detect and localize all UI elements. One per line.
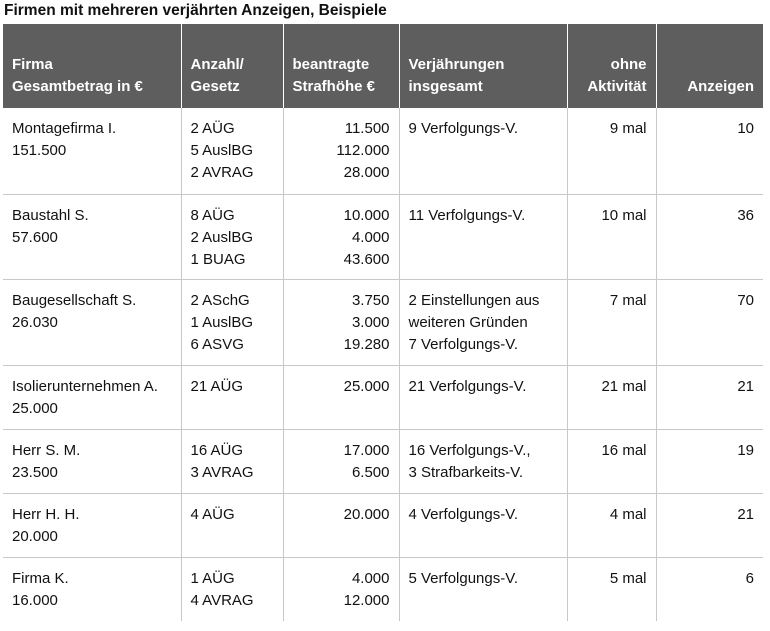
- gesetz-entry: 2 AÜG: [190, 120, 235, 137]
- verjaehrungen-cell: [399, 194, 567, 279]
- header-gesetz-label: Gesetz: [190, 78, 240, 95]
- verjaehrung-entry: 7 Verfolgungs-V.: [408, 335, 519, 353]
- firma-cell: [3, 429, 181, 493]
- strafhoehe-entry: 4.000: [351, 569, 390, 587]
- verjaehrungen-cell: [399, 557, 567, 621]
- verjaehrungen-cell: [399, 493, 567, 557]
- verjaehrung-entry: weiteren Gründen: [408, 313, 528, 331]
- strafhoehe-entry: 112.000: [336, 142, 390, 159]
- strafhoehe-entry: 12.000: [343, 591, 390, 609]
- gesetz-entry: 2 AVRAG: [190, 164, 254, 181]
- strafhoehe-cell: [283, 557, 399, 621]
- verjaehrung-entry: 4 Verfolgungs-V.: [408, 505, 519, 523]
- ohne-aktivitaet-cell: [567, 493, 656, 557]
- header-betrag-label: Gesamtbetrag in €: [12, 78, 143, 95]
- gesetz-entry: 2 ASchG: [190, 291, 250, 309]
- gesamtbetrag: 151.500: [12, 142, 67, 159]
- table-row: [3, 194, 763, 279]
- header-anzeigen: [656, 24, 763, 108]
- strafhoehe-cell: [283, 279, 399, 365]
- ohne-aktivitaet-value: 7 mal: [609, 291, 647, 309]
- strafhoehe-entry: 10.000: [343, 206, 390, 224]
- gesetz-entry: 1 BUAG: [190, 250, 246, 268]
- firma-name: Baugesellschaft S.: [12, 291, 137, 309]
- header-firma-label: Firma: [12, 56, 53, 73]
- table-row: [3, 493, 763, 557]
- table-row: [3, 108, 763, 194]
- anzeigen-value: 21: [737, 505, 754, 523]
- gesetz-cell: [181, 279, 283, 365]
- verjaehrungen-cell: [399, 279, 567, 365]
- gesetz-entry: 3 AVRAG: [190, 463, 254, 481]
- firma-cell: [3, 279, 181, 365]
- firma-name: Herr H. H.: [12, 505, 80, 523]
- strafhoehe-entry: 11.500: [344, 120, 390, 137]
- ohne-aktivitaet-value: 21 mal: [601, 377, 647, 395]
- strafhoehe-entry: 3.000: [351, 313, 390, 331]
- anzeigen-cell: [656, 365, 763, 429]
- ohne-aktivitaet-value: 10 mal: [601, 206, 647, 224]
- strafhoehe-entry: 28.000: [343, 164, 390, 181]
- strafhoehe-entry: 20.000: [343, 505, 390, 523]
- header-strafhoehe: [283, 24, 399, 108]
- gesetz-entry: 21 AÜG: [190, 377, 244, 395]
- gesetz-entry: 1 AuslBG: [190, 313, 254, 331]
- header-insgesamt-label: insgesamt: [408, 78, 483, 95]
- ohne-aktivitaet-value: 9 mal: [609, 120, 647, 137]
- verjaehrungen-cell: [399, 108, 567, 194]
- anzeigen-cell: [656, 429, 763, 493]
- gesamtbetrag: 26.030: [12, 313, 58, 331]
- gesetz-cell: [181, 194, 283, 279]
- verjaehrung-entry: 21 Verfolgungs-V.: [408, 377, 527, 395]
- statute-table: [3, 24, 763, 621]
- strafhoehe-entry: 25.000: [343, 377, 390, 395]
- gesetz-cell: [181, 108, 283, 194]
- ohne-aktivitaet-cell: [567, 557, 656, 621]
- gesetz-entry: 1 AÜG: [190, 569, 235, 587]
- ohne-aktivitaet-cell: [567, 108, 656, 194]
- gesamtbetrag: 57.600: [12, 228, 58, 246]
- strafhoehe-cell: [283, 429, 399, 493]
- ohne-aktivitaet-cell: [567, 429, 656, 493]
- firma-name: Baustahl S.: [12, 206, 89, 224]
- gesamtbetrag: 20.000: [12, 527, 58, 545]
- ohne-aktivitaet-value: 5 mal: [609, 569, 647, 587]
- gesamtbetrag: 23.500: [12, 463, 58, 481]
- verjaehrung-entry: 5 Verfolgungs-V.: [408, 569, 519, 587]
- verjaehrung-entry: 9 Verfolgungs-V.: [408, 120, 519, 137]
- header-strafhoehe-label: Strafhöhe €: [292, 78, 376, 95]
- table-row: [3, 279, 763, 365]
- gesetz-cell: [181, 365, 283, 429]
- verjaehrung-entry: 3 Strafbarkeits-V.: [408, 463, 523, 481]
- strafhoehe-cell: [283, 108, 399, 194]
- table-row: [3, 365, 763, 429]
- table-row: [3, 429, 763, 493]
- strafhoehe-entry: 43.600: [343, 250, 390, 268]
- firma-cell: [3, 194, 181, 279]
- firma-name: Herr S. M.: [12, 441, 81, 459]
- firma-cell: [3, 493, 181, 557]
- strafhoehe-entry: 6.500: [351, 463, 390, 481]
- gesetz-entry: 8 AÜG: [190, 206, 235, 224]
- header-beantragte-label: beantragte: [292, 56, 370, 73]
- strafhoehe-entry: 17.000: [343, 441, 390, 459]
- ohne-aktivitaet-cell: [567, 365, 656, 429]
- verjaehrung-entry: 11 Verfolgungs-V.: [408, 206, 526, 224]
- anzeigen-value: 36: [737, 206, 754, 224]
- header-row: [3, 24, 763, 108]
- gesetz-entry: 4 AVRAG: [190, 591, 254, 609]
- gesamtbetrag: 25.000: [12, 399, 58, 417]
- gesetz-cell: [181, 429, 283, 493]
- anzeigen-cell: [656, 108, 763, 194]
- firma-name: Isolierunternehmen A.: [12, 377, 158, 395]
- header-aktivitaet-label: Aktivität: [587, 78, 647, 95]
- verjaehrung-entry: 2 Einstellungen aus: [408, 291, 540, 309]
- ohne-aktivitaet-value: 4 mal: [609, 505, 647, 523]
- gesetz-entry: 6 ASVG: [190, 335, 244, 353]
- anzeigen-value: 10: [737, 120, 754, 137]
- header-firma: [3, 24, 181, 108]
- anzeigen-cell: [656, 493, 763, 557]
- ohne-aktivitaet-cell: [567, 279, 656, 365]
- gesetz-cell: [181, 493, 283, 557]
- verjaehrung-entry: 16 Verfolgungs-V.,: [408, 441, 531, 459]
- strafhoehe-cell: [283, 194, 399, 279]
- verjaehrungen-cell: [399, 365, 567, 429]
- header-ohne-label: ohne: [610, 56, 647, 73]
- firma-name: Montagefirma I.: [12, 120, 117, 137]
- header-verjaehrungen-label: Verjährungen: [408, 56, 505, 73]
- header-anzeigen-label: Anzeigen: [687, 78, 754, 95]
- anzeigen-value: 6: [745, 569, 754, 587]
- anzeigen-value: 70: [737, 291, 754, 309]
- gesamtbetrag: 16.000: [12, 591, 58, 609]
- gesetz-entry: 5 AuslBG: [190, 142, 254, 159]
- anzeigen-value: 19: [737, 441, 754, 459]
- table-title: Firmen mit mehreren verjährten Anzeigen, Beispiele: [4, 2, 387, 19]
- anzeigen-cell: [656, 279, 763, 365]
- header-verjaehrungen: [399, 24, 567, 108]
- gesetz-entry: 4 AÜG: [190, 505, 235, 523]
- strafhoehe-entry: 4.000: [351, 228, 390, 246]
- header-gesetz: [181, 24, 283, 108]
- strafhoehe-cell: [283, 365, 399, 429]
- table-row: [3, 557, 763, 621]
- strafhoehe-entry: 19.280: [343, 335, 390, 353]
- gesetz-cell: [181, 557, 283, 621]
- anzeigen-value: 21: [737, 377, 754, 395]
- header-anzahl-label: Anzahl/: [190, 56, 244, 73]
- gesetz-entry: 2 AuslBG: [190, 228, 254, 246]
- ohne-aktivitaet-value: 16 mal: [601, 441, 647, 459]
- anzeigen-cell: [656, 194, 763, 279]
- firma-name: Firma K.: [12, 569, 69, 587]
- firma-cell: [3, 557, 181, 621]
- gesetz-entry: 16 AÜG: [190, 441, 244, 459]
- header-ohne-aktivitaet: [567, 24, 656, 108]
- ohne-aktivitaet-cell: [567, 194, 656, 279]
- anzeigen-cell: [656, 557, 763, 621]
- firma-cell: [3, 108, 181, 194]
- verjaehrungen-cell: [399, 429, 567, 493]
- firma-cell: [3, 365, 181, 429]
- strafhoehe-entry: 3.750: [351, 291, 390, 309]
- strafhoehe-cell: [283, 493, 399, 557]
